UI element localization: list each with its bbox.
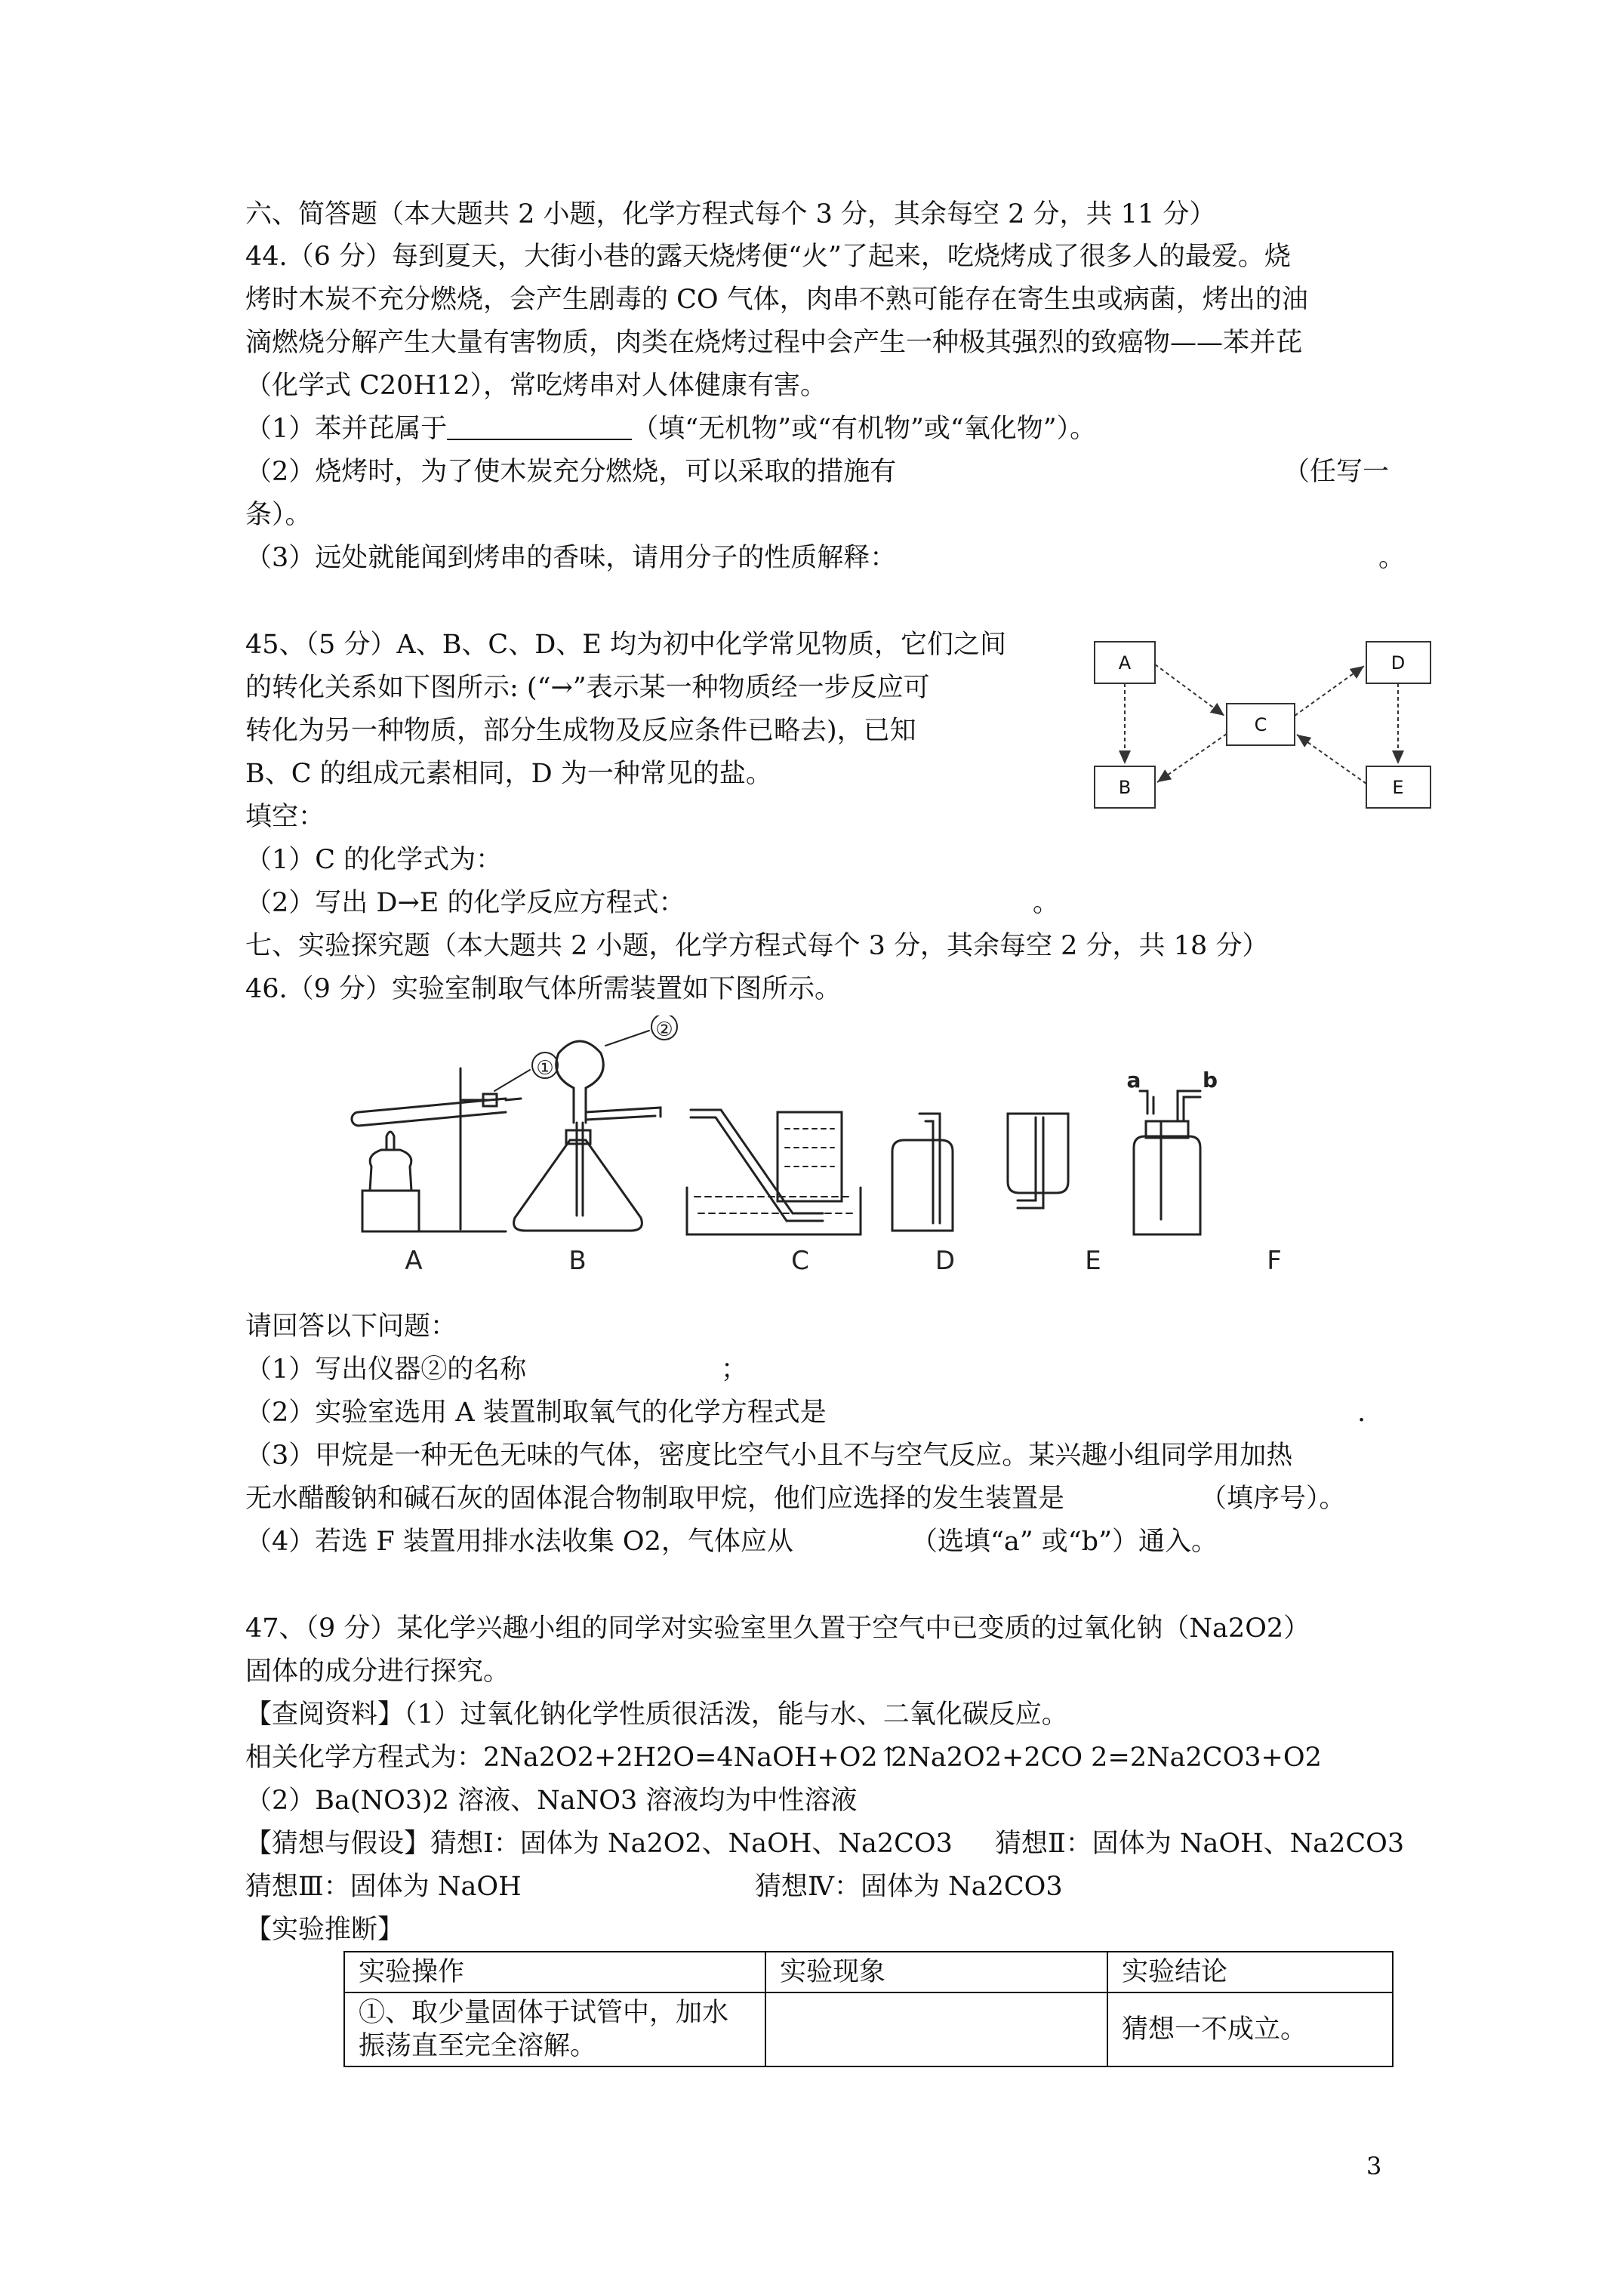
q44-part2	[245, 455, 896, 488]
q45-transformation-diagram	[1087, 634, 1449, 815]
q47-line7: 猜想Ⅲ：固体为 NaOH	[245, 1872, 522, 1902]
q44-part1-suffix: （填“无机物”或“有机物”或“氧化物”）。	[632, 414, 1097, 444]
table-row	[344, 1992, 1393, 2066]
header-conclusion: 实验结论	[1107, 1952, 1393, 1992]
q46-part4: （4）若选 F 装置用排水法收集 O2，气体应从	[245, 1527, 793, 1557]
label-a: A	[1118, 652, 1132, 673]
q46-part1: （1）写出仪器②的名称	[245, 1354, 527, 1385]
q45-line3: 转化为另一种物质，部分生成物及反应条件已略去)，已知	[245, 716, 916, 746]
q46-part2: （2）实验室选用 A 装置制取氧气的化学方程式是	[245, 1398, 827, 1428]
apparatus-e	[1008, 1114, 1068, 1208]
q46-part2-end: .	[1357, 1398, 1366, 1428]
label-e: E	[1392, 777, 1404, 798]
header-operation: 实验操作	[344, 1952, 765, 1992]
q47-line6: 【猜想与假设】猜想Ⅰ：固体为 Na2O2、NaOH、Na2CO3	[245, 1829, 953, 1859]
q44-part2-text: （2）烧烤时，为了使木炭充分燃烧，可以采取的措施有	[245, 457, 897, 487]
q44-answer-blank[interactable]	[447, 416, 632, 440]
q44-part3-end: 。	[1378, 543, 1406, 573]
apparatus-c	[687, 1110, 861, 1234]
label-e: E	[1085, 1246, 1101, 1276]
section-7-title: 七、实验探究题（本大题共 2 小题，化学方程式每个 3 分，其余每空 2 分，共 18 分）	[245, 931, 1269, 961]
q44-part2-cont: 条）。	[245, 500, 312, 530]
q45-line4: B、C 的组成元素相同，D 为一种常见的盐。	[245, 759, 772, 789]
apparatus-f	[1134, 1091, 1200, 1234]
q47-line7-guess4: 猜想Ⅳ：固体为 Na2CO3	[755, 1872, 1063, 1902]
q46-part4-end: （选填“a” 或“b”）通入。	[911, 1527, 1218, 1557]
q44-part2-suffix: （任写一	[1283, 457, 1390, 487]
apparatus-d	[892, 1114, 953, 1231]
q45-part2: （2）写出 D→E 的化学反应方程式：	[245, 888, 685, 918]
label-a: A	[405, 1246, 423, 1276]
apparatus-b	[514, 1015, 677, 1231]
q45-part2-end: 。	[1033, 888, 1060, 918]
label-f: F	[1267, 1246, 1282, 1276]
label-c: C	[791, 1246, 809, 1276]
q44-line2: 烤时木炭不充分燃烧，会产生剧毒的 CO 气体，肉串不熟可能存在寄生虫或病菌，烤出的油	[245, 285, 1308, 315]
q47-line6-guess2: 猜想Ⅱ：固体为 NaOH、Na2CO3	[995, 1829, 1405, 1859]
port-b: b	[1202, 1068, 1218, 1093]
label-b: B	[1118, 777, 1132, 798]
arrow-a-c	[1155, 664, 1224, 716]
row1-conclusion: 猜想一不成立。	[1107, 1992, 1393, 2066]
q46-part3-line1: （3）甲烷是一种无色无味的气体，密度比空气小且不与空气反应。某兴趣小组同学用加热	[245, 1441, 1293, 1471]
row1-phenomenon[interactable]	[765, 1992, 1107, 2066]
apparatus-a	[352, 1068, 521, 1231]
q46-ask: 请回答以下问题：	[245, 1311, 457, 1342]
arrow-c-d	[1295, 666, 1364, 716]
label-d: D	[935, 1246, 956, 1276]
q47-line1: 47、（9 分）某化学兴趣小组的同学对实验室里久置于空气中已变质的过氧化钠（Na2O2）	[245, 1613, 1310, 1644]
q45-line5: 填空：	[245, 802, 325, 832]
marker-1: ①	[536, 1057, 554, 1080]
q47-line8: 【实验推断】	[245, 1915, 405, 1945]
label-b: B	[568, 1246, 587, 1276]
q46-part3-end: （填序号）。	[1200, 1484, 1346, 1514]
q46-line1: 46.（9 分）实验室制取气体所需装置如下图所示。	[245, 974, 842, 1004]
marker-2: ②	[655, 1019, 673, 1041]
arrow-e-c	[1297, 735, 1366, 784]
q44-part1	[245, 412, 1096, 445]
q46-part1-end: ；	[721, 1354, 748, 1385]
q47-line4: 相关化学方程式为：2Na2O2+2H2O=4NaOH+O2↑	[245, 1743, 900, 1773]
arrow-c-b	[1157, 734, 1227, 782]
table-header-row	[344, 1952, 1393, 1992]
row1-operation	[344, 1992, 765, 2066]
q47-line4-eq2: 2Na2O2+2CO 2=2Na2CO3+O2	[891, 1743, 1322, 1773]
port-a: a	[1126, 1068, 1141, 1093]
page-number: 3	[1366, 2152, 1382, 2180]
q44-line4: （化学式 C20H12），常吃烤串对人体健康有害。	[245, 371, 827, 401]
row1-operation-line2: 振荡直至完全溶解。	[359, 2031, 597, 2061]
q47-line3: 【查阅资料】（1）过氧化钠化学性质很活泼，能与水、二氧化碳反应。	[245, 1700, 1068, 1730]
q47-line2: 固体的成分进行探究。	[245, 1657, 510, 1687]
q44-part1-text: （1）苯并芘属于	[245, 414, 448, 444]
q46-part3-line2: 无水醋酸钠和碱石灰的固体混合物制取甲烷，他们应选择的发生装置是	[245, 1484, 1065, 1514]
q45-line2: 的转化关系如下图所示: (“→”表示某一种物质经一步反应可	[245, 673, 930, 703]
q45-part1: （1）C 的化学式为：	[245, 845, 503, 875]
experiment-table	[343, 1951, 1394, 2067]
q44-line3: 滴燃烧分解产生大量有害物质，肉类在烧烤过程中会产生一种极其强烈的致癌物——苯并芘	[245, 328, 1303, 358]
q46-apparatus-figure	[332, 1015, 1374, 1280]
label-d: D	[1390, 652, 1406, 673]
row1-operation-line1: ①、取少量固体于试管中，加水	[359, 1998, 729, 2028]
header-phenomenon: 实验现象	[765, 1952, 1107, 1992]
q44-line1: 44.（6 分）每到夏天，大街小巷的露天烧烤便“火”了起来，吃烧烤成了很多人的最爱。烧	[245, 242, 1291, 272]
label-c: C	[1254, 714, 1267, 735]
section-6-title: 六、简答题（本大题共 2 小题，化学方程式每个 3 分，其余每空 2 分，共 11 分）	[245, 199, 1216, 230]
q44-part3: （3）远处就能闻到烤串的香味，请用分子的性质解释：	[245, 543, 897, 573]
q45-line1: 45、（5 分）A、B、C、D、E 均为初中化学常见物质，它们之间	[245, 630, 1006, 660]
q47-line5: （2）Ba(NO3)2 溶液、NaNO3 溶液均为中性溶液	[245, 1786, 858, 1816]
